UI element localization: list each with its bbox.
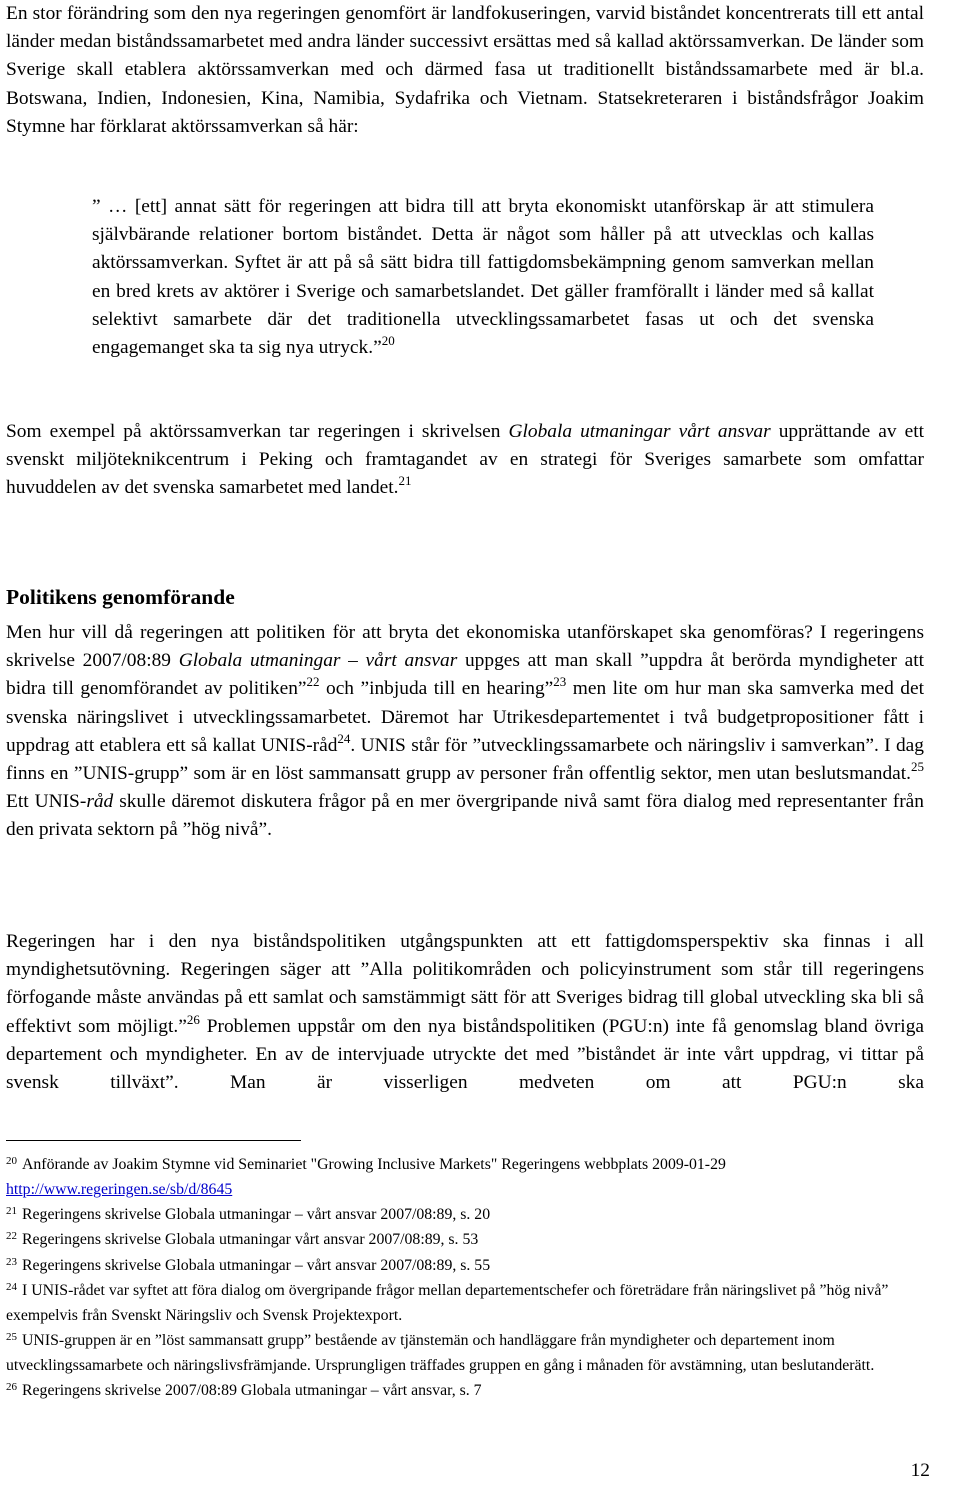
paragraph-text: och ”inbjuda till en hearing” [319,678,554,700]
footnote-text: Regeringens skrivelse 2007/08:89 Globala utmaningar – vårt ansvar, s. 7 [22,1381,482,1399]
footnote-text: Regeringens skrivelse Globala utmaningar vårt ansvar 2007/08:89, s. 53 [22,1231,479,1249]
footnote-text: Anförande av Joakim Stymne vid Seminariet "Growing Inclusive Markets" Regeringens webbplats 2009-01-29 [22,1156,726,1173]
document-title-italic: Globala utmaningar vårt ansvar [508,421,771,442]
section-heading: Politikens genomförande [6,585,235,609]
footnote-ref-26[interactable]: 26 [186,1011,200,1027]
footnote-number: 22 [6,1230,17,1243]
footnote-text: Regeringens skrivelse Globala utmaningar – vårt ansvar 2007/08:89, s. 20 [22,1205,491,1223]
paragraph-text: Som exempel på aktörssamverkan tar regeringen i skrivelsen [6,421,509,442]
footnote-23 [6,1254,924,1279]
footnote-ref-23[interactable]: 23 [553,674,567,690]
footnote-number: 20 [6,1155,17,1167]
document-title-italic: Globala utmaningar – vårt ansvar [178,650,458,672]
footnote-22 [6,1228,924,1253]
quote-text: ” … [ett] annat sätt för regeringen att bidra till att bryta ekonomiskt utanförskap är att stimulera självbärande relationer bortom biståndet. Detta är något som håller på att utvecklas och kallas aktörssamverkan. Syftet är att på så sätt bidra till fattigdomsbekämpning genom samverkan mellan en bred krets av aktörer i Sverige och samarbetslandet. Det gäller framförallt i länder med så kallat selektivt samarbete där det traditionella utvecklingssamarbetet fasas ut och det svenska engagemanget ska ta sig nya utryck.” [92,196,874,359]
paragraph-landfokusering [6,0,924,141]
footnote-text: Regeringens skrivelse Globala utmaningar – vårt ansvar 2007/08:89, s. 55 [22,1256,491,1274]
paragraph-text: Ett UNIS- [6,791,87,813]
italic-word: råd [86,791,114,813]
paragraph-text: uppges att man skall ”uppdra åt berörda myndigheter att bidra till genomförandet av politiken” [6,650,924,700]
paragraph-text: Problemen uppstår om den nya biståndspolitiken (PGU:n) inte få genomslag bland övriga departement och myndigheter. En av de intervjuade utryckte det med ”biståndet är inte vårt uppdrag, vi tittar på svensk tillväxt”. Man är visserligen medveten om att PGU:n ska [6,1015,924,1094]
footnote-text: I UNIS-rådet var syftet att föra dialog om övergripande frågor mellan departementschefer och företrädare från näringslivet på ”hög nivå” exempelvis från Svenskt Näringsliv och Svensk Projektexport. [6,1282,889,1325]
footnote-ref-20[interactable]: 20 [381,333,395,349]
paragraph-genomforande [6,619,924,845]
footnote-text: UNIS-gruppen är en ”löst sammansatt grupp” bestående av tjänstemän och handläggare från myndigheter och departement inom utvecklingssamarbete och näringslivsfrämjande. Ursprungligen träffades gruppen en gång i månaden för avstämning, utan beslutanderätt. [6,1331,875,1375]
paragraph-text: En stor förändring som den nya regeringen genomfört är landfokuseringen, varvid biståndet koncentrerats till ett antal länder medan biståndssamarbetet med andra länder successivt ersättas med så kallad aktörssamverkan. De länder som Sverige skall etablera aktörssamverkan med och därmed fasa ut traditionellt biståndssamarbete med är bl.a. Botswana, Indien, Indonesien, Kina, Namibia, Sydafrika och Vietnam. Statsekreteraren i biståndsfrågor Joakim Stymne har förklarat aktörssamverkan så här: [6,3,924,137]
footnotes [6,1153,924,1404]
page-number: 12 [910,1460,930,1481]
footnote-20 [6,1153,924,1203]
footnote-number: 23 [6,1255,17,1268]
footnote-21 [6,1203,924,1228]
footnote-26 [6,1379,924,1404]
paragraph-text: Regeringen har i den nya biståndspolitiken utgångspunkten att ett fattigdomsperspektiv ska finnas i all myndighetsutövning. Regeringen säger att ”Alla politikområden och policyinstrument som står till regeringens förfogande måste användas på ett samlat och samstämmigt sätt för att Sveriges bidrag till global utveckling ska bli så effektivt som möjligt.” [6,931,924,1037]
footnote-number: 21 [6,1204,17,1217]
footnote-25 [6,1329,924,1379]
paragraph-text: men lite om hur man ska samverka med det svenska näringslivet i utvecklingssamarbetet. Däremot har Utrikesdepartementet i två budgetpropositioner fått i uppdrag att etablera ett så kallat UNIS-råd [6,678,924,756]
paragraph-fattigdomsperspektiv [6,928,924,1125]
footnote-link[interactable]: http://www.regeringen.se/sb/d/8645 [6,1181,233,1199]
footnote-divider [6,1140,301,1141]
footnote-ref-24[interactable]: 24 [337,730,351,746]
footnote-number: 24 [6,1281,17,1294]
block-quote-stymne [92,193,874,362]
footnote-ref-22[interactable]: 22 [306,674,320,690]
paragraph-text: skulle däremot diskutera frågor på en mer övergripande nivå samt föra dialog med representanter från den privata sektorn på ”hög nivå”. [6,791,924,841]
footnote-24 [6,1279,924,1329]
paragraph-aktorssamverkan-exempel [6,418,924,503]
paragraph-text: upprättande av ett svenskt miljöteknikcentrum i Peking och framtagandet av en strategi för Sveriges samarbete som omfattar huvuddelen av det svenska samarbetet med landet. [6,421,924,499]
paragraph-text: . UNIS står för ”utvecklingssamarbete och näringsliv i samverkan”. I dag finns en ”UNIS-grupp” som är en löst sammansatt grupp av personer från offentlig sektor, men utan beslutsmandat. [6,734,924,785]
paragraph-text: Men hur vill då regeringen att politiken för att bryta det ekonomiska utanförskapet ska genomföras? I regeringens skrivelse 2007/08:89 [6,622,924,672]
footnote-number: 25 [6,1330,17,1343]
footnote-ref-21[interactable]: 21 [398,473,412,489]
footnote-number: 26 [6,1380,17,1393]
footnote-ref-25[interactable]: 25 [911,759,924,775]
